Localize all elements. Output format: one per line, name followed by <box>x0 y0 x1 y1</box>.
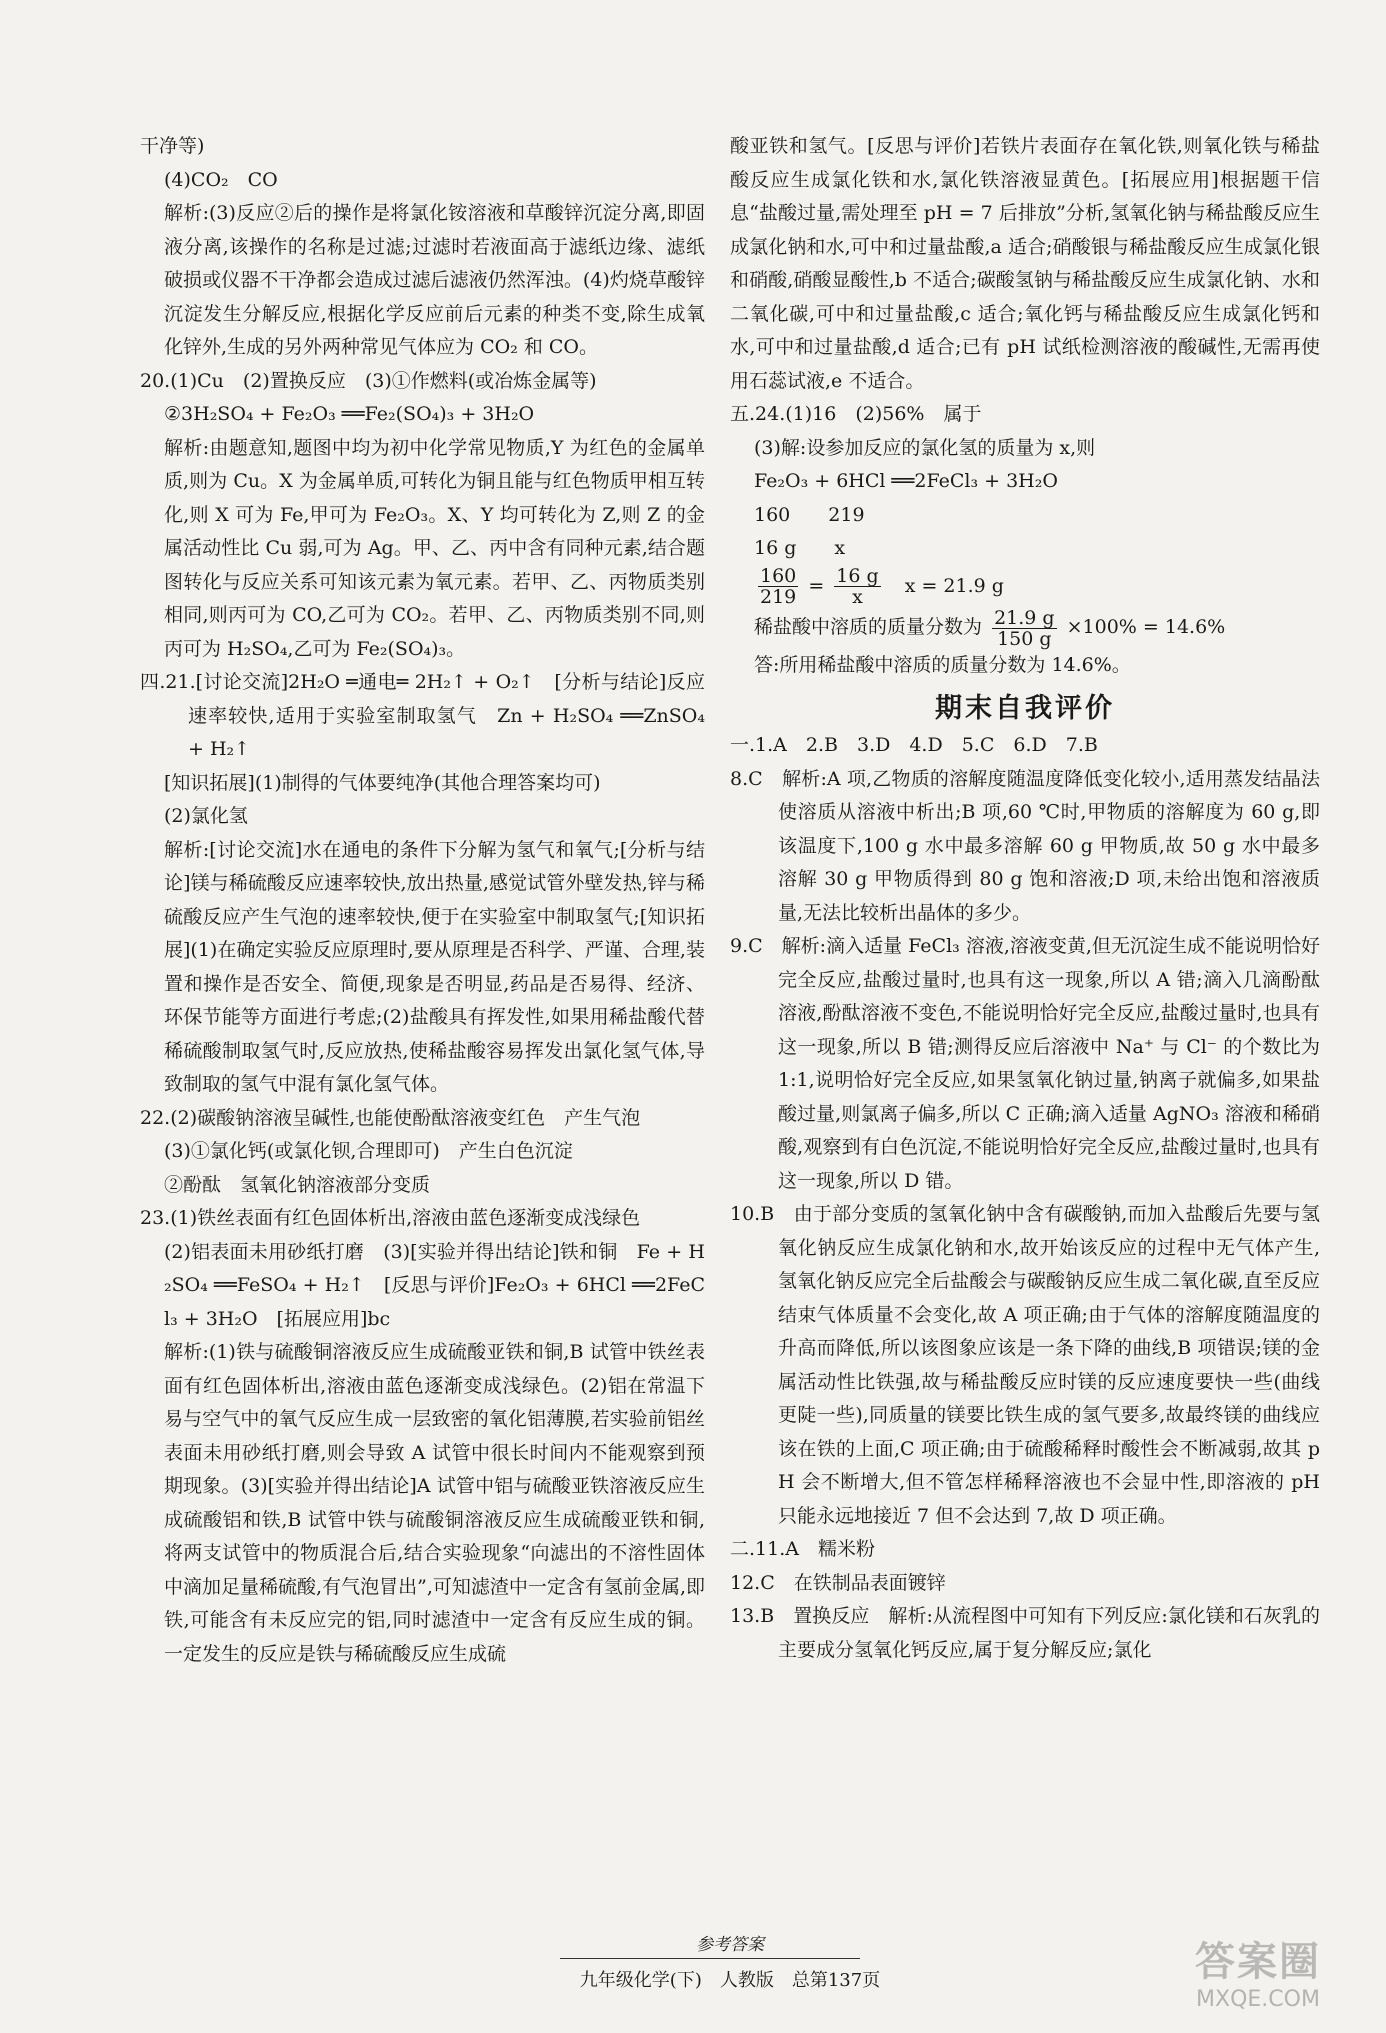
fraction-2-num: 16 g <box>836 565 879 587</box>
left-q21-analysis: 解析:[讨论交流]水在通电的条件下分解为氢气和氧气;[分析与结论]镁与稀硫酸反应速率较快,放出热量,感觉试管外壁发热,锌与稀硫酸反应产生气泡的速率较快,便于在实验室中制取氢气;[知识拓展](1)在确定实验反应原理时,要从原理是否科学、严谨、合理,装置和操作是否安全、简便,现象是否明显,药品是否易得、经济、环保节能等方面进行考虑;(2)盐酸具有挥发性,如果用稀盐酸代替稀硫酸制取氢气时,反应放热,使稀盐酸容易挥发出氯化氢气体,导致制取的氢气中混有氯化氢气体。 <box>164 838 705 1095</box>
fraction-1-num: 160 <box>760 565 797 587</box>
footer-title: 参考答案 <box>696 1935 764 1955</box>
left-q23: 23.(1)铁丝表面有红色固体析出,溶液由蓝色逐渐变成浅绿色 <box>140 1207 641 1229</box>
left-q22: 22.(2)碳酸钠溶液呈碱性,也能使酚酞溶液变红色 产生气泡 <box>140 1106 641 1129</box>
right-q13: 13.B 置换反应 解析:从流程图中可知有下列反应:氯化镁和石灰乳的主要成分氢氧化钙反应,属于复分解反应;氯化 <box>730 1605 1320 1661</box>
left-q20: 20.(1)Cu (2)置换反应 (3)①作燃料(或冶炼金属等) <box>140 369 597 392</box>
left-column <box>140 130 712 1671</box>
right-p0: 酸亚铁和氢气。[反思与评价]若铁片表面存在氧化铁,则氧化铁与稀盐酸反应生成氯化铁和水,氯化铁溶液显黄色。[拓展应用]根据题干信息“盐酸过量,需处理至 pH = 7 后排放”分析,氢氧化钠与稀盐酸反应生成氯化钠和水,可中和过量盐酸,a 适合;硝酸银与稀盐酸反应生成氯化银和硝酸,硝酸显酸性,b 不适合;碳酸氢钠与稀盐酸反应生成氯化钠、水和二氧化碳,可中和过量盐酸,c 适合;氧化钙与稀盐酸反应生成氯化钙和水,可中和过量盐酸,d 适合;已有 pH 试纸检测溶液的酸碱性,无需再使用石蕊试液,e 不适合。 <box>730 135 1320 392</box>
percent-equation <box>730 607 1320 649</box>
right-q12: 12.C 在铁制品表面镀锌 <box>730 1571 946 1594</box>
footer-divider <box>560 1958 860 1959</box>
left-q21-ext1: [知识拓展](1)制得的气体要纯净(其他合理答案均可) <box>164 771 601 794</box>
percent-label: 稀盐酸中溶质的质量分数为 <box>754 616 983 638</box>
fraction-3 <box>992 608 1057 649</box>
watermark <box>1178 1930 1338 2020</box>
left-q20-analysis: 解析:由题意知,题图中均为初中化学常见物质,Y 为红色的金属单质,则为 Cu。X 为金属单质,可转化为铜且能与红色物质甲相互转化,则 X 可为 Fe,甲可为 Fe₂O₃。X、Y 均可转化为 Z,则 Z 的金属活动性比 Cu 弱,可为 Ag。甲、乙、丙中含有同种元素,结合题图转化与反应关系可知该元素为氧元素。若甲、乙、丙物质类别相同,则丙可为 CO,乙可为 CO₂。若甲、乙、丙物质类别不同,则丙可为 H₂SO₄,乙可为 Fe₂(SO₄)₃。 <box>164 436 705 660</box>
left-q20-eq: ②3H₂SO₄ + Fe₂O₃ ══Fe₂(SO₄)₃ + 3H₂O <box>164 403 535 425</box>
right-q24-3: (3)解:设参加反应的氯化氢的质量为 x,则 <box>754 436 1096 459</box>
fraction-1-den: 219 <box>760 586 797 608</box>
answer-line: 答:所用稀盐酸中溶质的质量分数为 14.6%。 <box>754 653 1131 676</box>
right-q8: 8.C 解析:A 项,乙物质的溶解度随温度降低变化较小,适用蒸发结晶法使溶质从溶液中析出;B 项,60 ℃时,甲物质的溶解度为 60 g,即该温度下,100 g 水中最多溶解 60 g 甲物质,故 50 g 水中最多溶解 30 g 甲物质得到 80 g 饱和溶液;D 项,未给出饱和溶液质量,无法比较析出晶体的多少。 <box>730 767 1320 924</box>
right-q11: 二.11.A 糯米粉 <box>730 1538 875 1560</box>
right-column <box>730 130 1327 1667</box>
right-q9: 9.C 解析:滴入适量 FeCl₃ 溶液,溶液变黄,但无沉淀生成不能说明恰好完全反应,盐酸过量时,也具有这一现象,所以 A 错;滴入几滴酚酞溶液,酚酞溶液不变色,不能说明恰好完全反应,盐酸过量时,也具有这一现象,所以 B 错;测得反应后溶液中 Na⁺ 与 Cl⁻ 的个数比为 1:1,说明恰好完全反应,如果氢氧化钠过量,钠离子就偏多,如果盐酸过量,则氯离子偏多,所以 C 正确;滴入适量 AgNO₃ 溶液和稀硝酸,观察到有白色沉淀,不能说明恰好完全反应,盐酸过量时,也具有这一现象,所以 D 错。 <box>730 935 1327 1192</box>
left-p0: 干净等) <box>140 135 205 157</box>
fraction-2 <box>834 566 880 607</box>
left-p1: (4)CO₂ CO <box>164 168 278 191</box>
footer-subject: 九年级化学(下) 人教版 总第137页 <box>579 1970 881 1991</box>
fraction-1 <box>758 566 798 607</box>
watermark-logo: 答案圈 <box>1195 1939 1321 1985</box>
section-title: 期末自我评价 <box>935 693 1115 724</box>
fraction-3-num: 21.9 g <box>994 606 1055 629</box>
left-q22-3: (3)①氯化钙(或氯化钡,合理即可) 产生白色沉淀 <box>164 1140 573 1162</box>
ratio-equation <box>730 566 1320 608</box>
left-q23-2: (2)铝表面未用砂纸打磨 (3)[实验并得出结论]铁和铜 Fe + H₂SO₄ ══FeSO₄ + H₂↑ [反思与评价]Fe₂O₃ + 6HCl ══2FeCl₃ + 3H₂O [拓展应用]bc <box>164 1240 705 1330</box>
right-q10: 10.B 由于部分变质的氢氧化钠中含有碳酸钠,而加入盐酸后先要与氢氧化钠反应生成氯化钠和水,故开始该反应的过程中无气体产生,氢氧化钠反应完全后盐酸会与碳酸钠反应生成二氧化碳,直至反应结束气体质量不会变化,故 A 项正确;由于气体的溶解度随温度的升高而降低,所以该图象应该是一条下降的曲线,B 项错误;镁的金属活动性比铁强,故与稀盐酸反应时镁的反应速度要快一些(曲线更陡一些),同质量的镁要比铁生成的氢气要多,故最终镁的曲线应该在铁的上面,C 项正确;由于硫酸稀释时酸性会不断减弱,故其 pH 会不断增大,但不管怎样稀释溶液也不会显中性,即溶液的 pH 只能永远地接近 7 但不会达到 7,故 D 项正确。 <box>730 1203 1327 1527</box>
left-q23-analysis: 解析:(1)铁与硫酸铜溶液反应生成硫酸亚铁和铜,B 试管中铁丝表面有红色固体析出,溶液由蓝色逐渐变成浅绿色。(2)铝在常温下易与空气中的氧气反应生成一层致密的氧化铝薄膜,若实验前铝丝表面未用砂纸打磨,则会导致 A 试管中很长时间内不能观察到预期现象。(3)[实验并得出结论]A 试管中铝与硫酸亚铁溶液反应生成硫酸铝和铁,B 试管中铁与硫酸铜溶液反应生成硫酸亚铁和铜,将两支试管中的物质混合后,结合实验现象“向滤出的不溶性固体中滴加足量稀硫酸,有气泡冒出”,可知滤渣中一定含有氢前金属,即铁,可能含有未反应完的铝,同时滤渣中一定含有反应生成的铜。一定发生的反应是铁与稀硫酸反应生成硫 <box>164 1341 705 1665</box>
watermark-url: MXQE.COM <box>1196 1987 1320 2012</box>
fraction-3-den: 150 g <box>997 627 1052 650</box>
fraction-2-den: x <box>852 586 863 608</box>
left-q22-4: ②酚酞 氢氧化钠溶液部分变质 <box>164 1173 431 1196</box>
right-mc1: 一.1.A 2.B 3.D 4.D 5.C 6.D 7.B <box>730 734 1098 756</box>
right-q24-eq: Fe₂O₃ + 6HCl ══2FeCl₃ + 3H₂O <box>754 470 1058 492</box>
right-q24-m2: 16 g x <box>754 537 846 559</box>
right-q24: 五.24.(1)16 (2)56% 属于 <box>730 403 982 425</box>
right-q24-m1: 160 219 <box>754 503 865 526</box>
equals-sign: = <box>808 574 825 597</box>
left-q21: 四.21.[讨论交流]2H₂O ═通电═ 2H₂↑ + O₂↑ [分析与结论]反应速率较快,适用于实验室制取氢气 Zn + H₂SO₄ ══ZnSO₄ + H₂↑ <box>140 671 712 760</box>
percent-tail: ×100% = 14.6% <box>1066 616 1226 638</box>
left-q21-ext2: (2)氯化氢 <box>164 805 248 827</box>
left-p2: 解析:(3)反应②后的操作是将氯化铵溶液和草酸锌沉淀分离,即固液分离,该操作的名称是过滤;过滤时若液面高于滤纸边缘、滤纸破损或仪器不干净都会造成过滤后滤液仍然浑浊。(4)灼烧草酸锌沉淀发生分解反应,根据化学反应前后元素的种类不变,除生成氧化锌外,生成的另外两种常见气体应为 CO₂ 和 CO。 <box>164 202 705 358</box>
x-result: x = 21.9 g <box>904 574 1004 597</box>
